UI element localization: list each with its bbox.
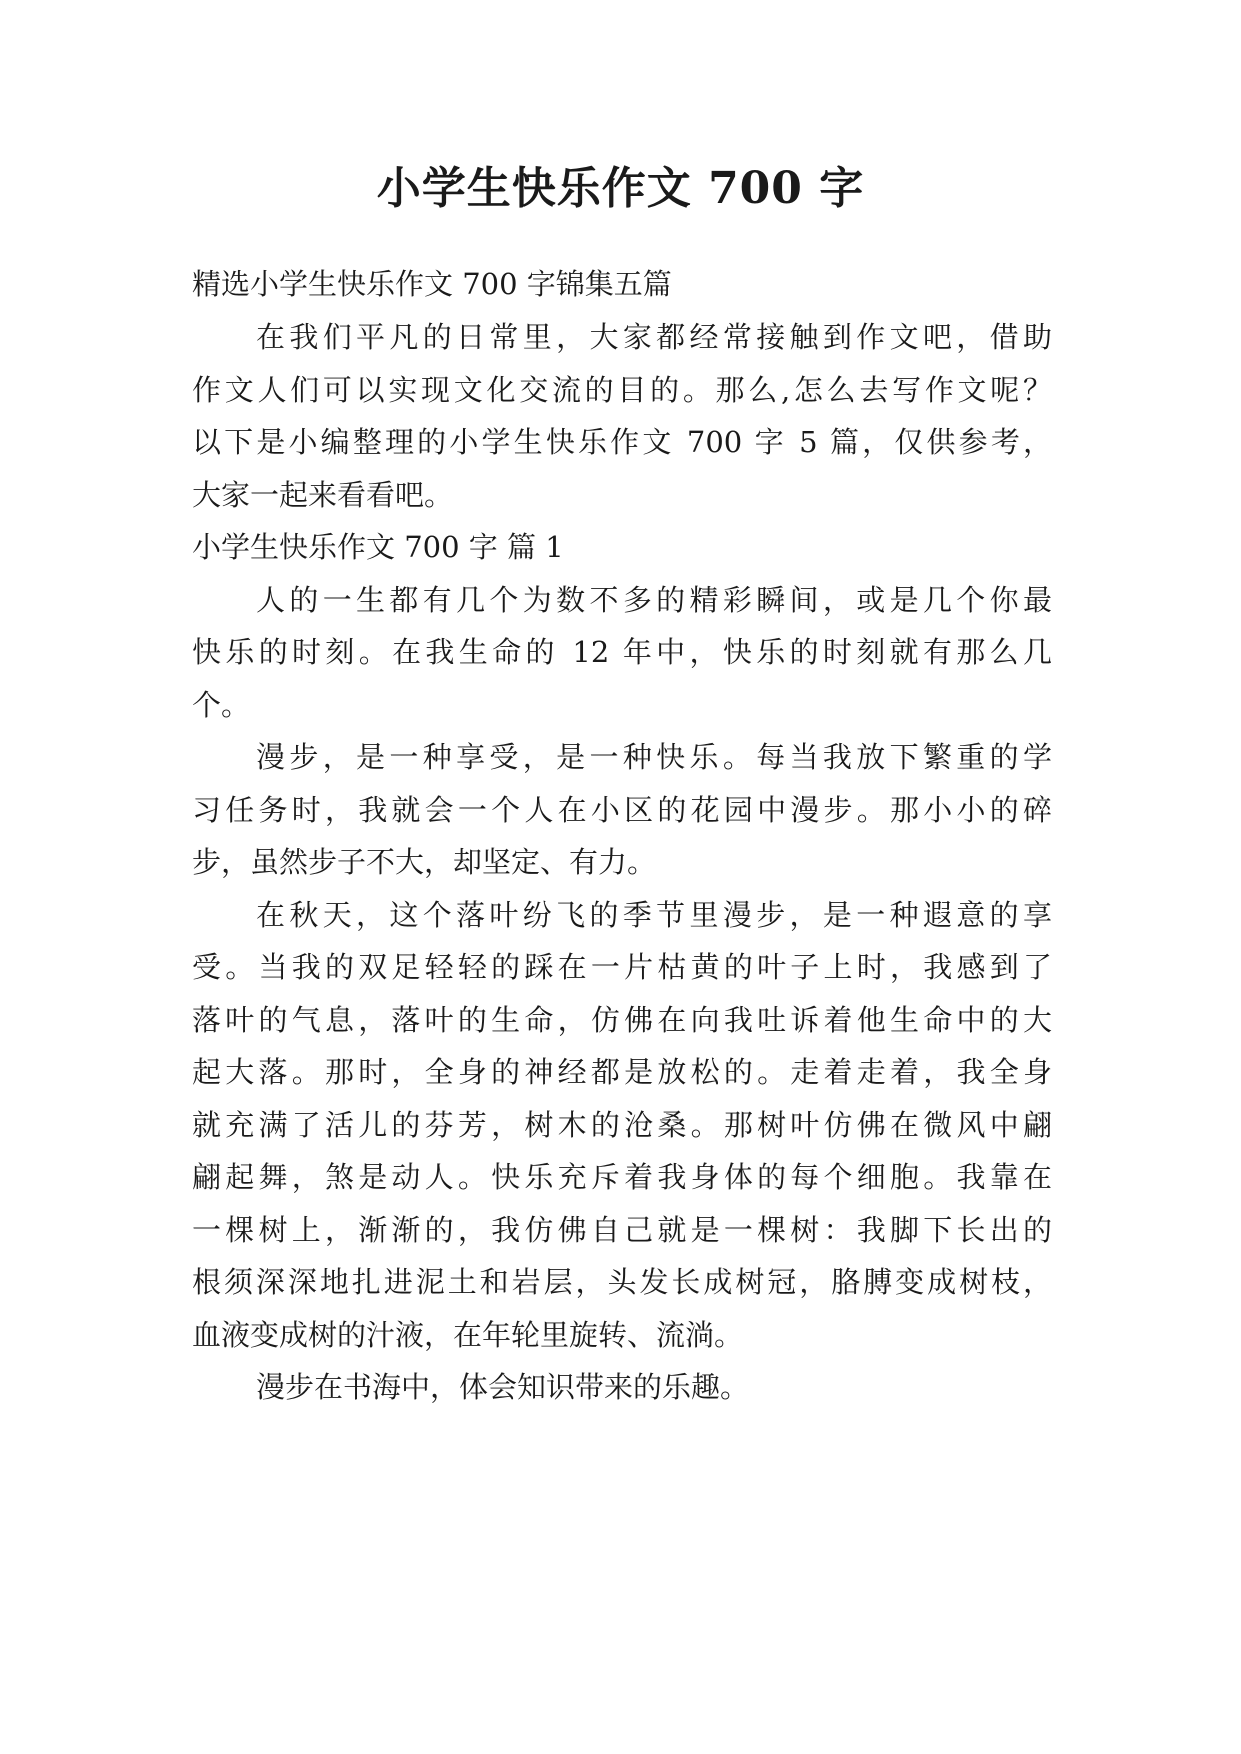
paragraph-line: 漫步，是一种享受，是一种快乐。每当我放下繁重的学 bbox=[256, 740, 1052, 774]
paragraph-line: 作文人们可以实现文化交流的目的。那么,怎么去写作文呢？ bbox=[192, 373, 1052, 407]
paragraph-line: 受。当我的双足轻轻的踩在一片枯黄的叶子上时，我感到了 bbox=[192, 950, 1052, 984]
paragraph-line: 翩起舞，煞是动人。快乐充斥着我身体的每个细胞。我靠在 bbox=[192, 1160, 1052, 1194]
paragraph-line: 血液变成树的汁液，在年轮里旋转、流淌。 bbox=[192, 1318, 744, 1352]
document-subtitle: 精选小学生快乐作文 700 字锦集五篇 bbox=[192, 267, 672, 301]
paragraph-line: 在秋天，这个落叶纷飞的季节里漫步，是一种遐意的享 bbox=[256, 898, 1052, 932]
paragraph-line: 根须深深地扎进泥土和岩层，头发长成树冠，胳膊变成树枝， bbox=[192, 1265, 1052, 1299]
paragraph-line: 起大落。那时，全身的神经都是放松的。走着走着，我全身 bbox=[192, 1055, 1052, 1089]
paragraph-line: 以下是小编整理的小学生快乐作文 700 字 5 篇，仅供参考， bbox=[192, 425, 1052, 459]
paragraph-line: 人的一生都有几个为数不多的精彩瞬间，或是几个你最 bbox=[256, 583, 1052, 617]
paragraph-line: 落叶的气息，落叶的生命，仿佛在向我吐诉着他生命中的大 bbox=[192, 1003, 1052, 1037]
paragraph-line: 漫步在书海中，体会知识带来的乐趣。 bbox=[256, 1370, 750, 1404]
paragraph-line: 大家一起来看看吧。 bbox=[192, 478, 454, 512]
paragraph-line: 在我们平凡的日常里，大家都经常接触到作文吧，借助 bbox=[256, 320, 1052, 354]
section-heading: 小学生快乐作文 700 字 篇 1 bbox=[192, 530, 564, 564]
paragraph-line: 个。 bbox=[192, 688, 251, 722]
paragraph-line: 习任务时，我就会一个人在小区的花园中漫步。那小小的碎 bbox=[192, 793, 1052, 827]
paragraph-line: 步，虽然步子不大，却坚定、有力。 bbox=[192, 845, 657, 879]
paragraph-line: 一棵树上，渐渐的，我仿佛自己就是一棵树：我脚下长出的 bbox=[192, 1213, 1052, 1247]
paragraph-line: 就充满了活儿的芬芳，树木的沧桑。那树叶仿佛在微风中翩 bbox=[192, 1108, 1052, 1142]
paragraph-line: 快乐的时刻。在我生命的 12 年中，快乐的时刻就有那么几 bbox=[192, 635, 1052, 669]
document-title: 小学生快乐作文 700 字 bbox=[376, 163, 865, 214]
